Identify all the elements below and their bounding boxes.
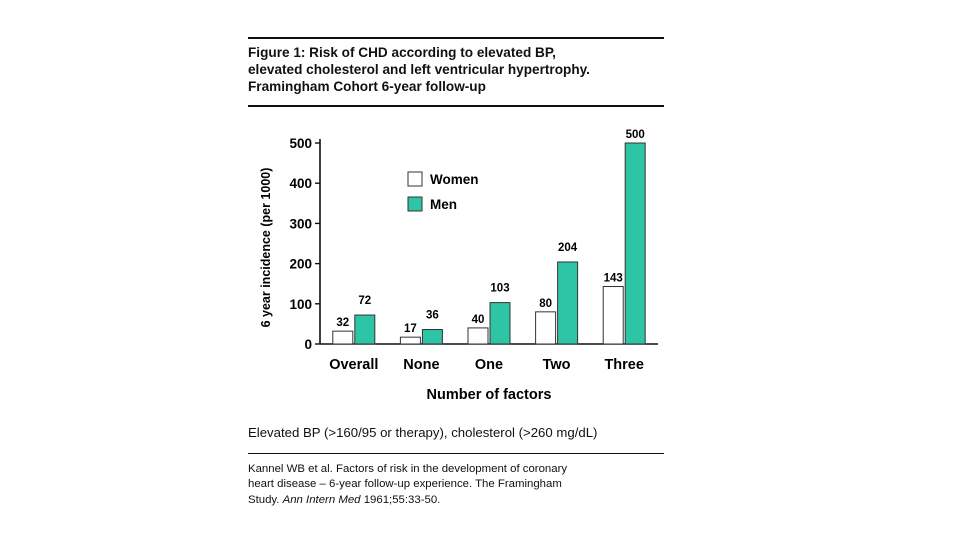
data-label-women-three: 143 [603, 272, 623, 285]
figure-caption: Elevated BP (>160/95 or therapy), cholesterol (>260 mg/dL) [248, 425, 598, 440]
data-label-men-overall: 72 [358, 295, 372, 308]
chart-bars [333, 143, 645, 344]
data-label-women-overall: 32 [336, 317, 350, 330]
x-tick-label-none: None [403, 357, 440, 373]
legend-label-men: Men [430, 197, 457, 212]
data-label-women-one: 40 [471, 313, 485, 326]
x-axis-label: Number of factors [426, 387, 552, 403]
figure-title [248, 44, 664, 95]
y-tick-label: 200 [289, 256, 312, 272]
y-tick-label: 400 [289, 176, 312, 192]
reference-journal: Ann Intern Med [282, 493, 361, 506]
bar-women-overall [333, 331, 353, 344]
reference-citation-details: 1961;55:33-50. [363, 493, 441, 506]
x-tick-label-one: One [474, 357, 504, 373]
x-tick-label-three: Three [604, 357, 644, 373]
legend-label-women: Women [430, 172, 479, 187]
data-label-men-none: 36 [426, 309, 439, 322]
reference-citation [248, 462, 668, 508]
data-label-men-two: 204 [558, 241, 578, 254]
bar-women-three [603, 287, 623, 344]
figure-title-line-2: elevated cholesterol and left ventricular hypertrophy. [248, 62, 590, 77]
chart-panel [248, 110, 664, 447]
chart-legend [408, 172, 479, 212]
reference-line-1: Kannel WB et al. Factors of risk in the development of coronary [248, 463, 568, 475]
legend-swatch-women [408, 172, 422, 186]
bar-women-two [536, 312, 556, 344]
bar-men-two [558, 262, 578, 344]
y-tick-label: 0 [304, 337, 312, 352]
bar-men-three [625, 143, 645, 344]
x-tick-label-two: Two [542, 357, 571, 373]
bar-men-none [422, 330, 442, 344]
bar-men-overall [355, 315, 375, 344]
bottom-rule [248, 453, 664, 454]
y-axis-label: 6 year incidence (per 1000) [259, 167, 273, 328]
bar-men-one [490, 303, 510, 344]
bar-women-none [400, 337, 420, 344]
data-label-men-three: 500 [625, 129, 645, 141]
title-rule [248, 105, 664, 107]
figure-title-line-1: Figure 1: Risk of CHD according to elevated BP, [248, 45, 556, 60]
reference-study: Study. [248, 493, 280, 506]
reference-line-3 [248, 493, 668, 508]
y-tick-label: 300 [289, 216, 312, 232]
x-tick-label-overall: Overall [329, 357, 379, 373]
reference-line-2: heart disease – 6-year follow-up experience. The Framingham [248, 478, 562, 491]
y-tick-label: 500 [289, 136, 312, 151]
top-rule [248, 37, 664, 39]
legend-swatch-men [408, 197, 422, 211]
bar-chart [248, 110, 664, 420]
data-label-women-none: 17 [404, 323, 417, 336]
y-tick-label: 100 [289, 296, 312, 312]
figure-title-line-3: Framingham Cohort 6-year follow-up [248, 79, 486, 94]
data-label-women-two: 80 [539, 297, 552, 310]
data-label-men-one: 103 [490, 282, 510, 295]
bar-women-one [468, 328, 488, 344]
